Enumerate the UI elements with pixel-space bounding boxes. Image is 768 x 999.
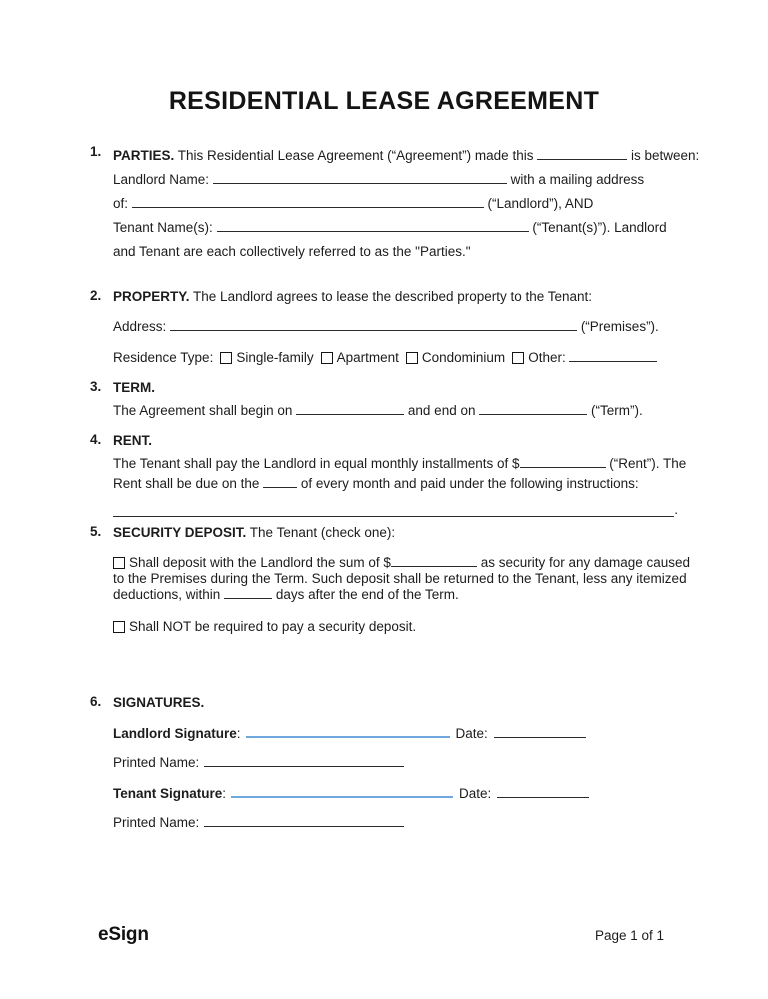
rent-due-text: Rent shall be due on the — [113, 476, 260, 491]
landlord-name-field[interactable] — [213, 172, 507, 184]
rent-amount-field[interactable] — [520, 456, 606, 468]
checkbox-single-family[interactable] — [220, 352, 232, 364]
deposit-amount-field[interactable] — [391, 555, 477, 567]
tenant-defined-tail: (“Tenant(s)”). Landlord — [532, 220, 667, 235]
tenant-name-field[interactable] — [217, 220, 529, 232]
deposit-intro-text: The Tenant (check one): — [249, 525, 396, 540]
term-begin-text: The Agreement shall begin on — [113, 403, 293, 418]
residence-option-label: Apartment — [336, 350, 399, 365]
section-number: 1. — [90, 144, 102, 159]
document-title: RESIDENTIAL LEASE AGREEMENT — [168, 87, 600, 115]
address-label: Address: — [113, 319, 167, 334]
tenant-name-label: Tenant Name(s): — [113, 220, 213, 235]
checkbox-deposit-required[interactable] — [113, 557, 125, 569]
section-number: 3. — [90, 379, 102, 394]
landlord-printed-name-field[interactable] — [204, 755, 404, 767]
tenant-signature-label: Tenant Signature — [113, 786, 223, 801]
landlord-signature-date-field[interactable] — [494, 726, 586, 738]
premises-address-field[interactable] — [170, 319, 577, 331]
parties-intro-tail: is between: — [630, 148, 700, 163]
rent-amount-text: The Tenant shall pay the Landlord in equal monthly installments of $ — [113, 456, 520, 471]
tenant-signature-date-field[interactable] — [497, 786, 589, 798]
deposit-option1-text: as security for any damage caused — [480, 555, 691, 570]
term-end-date-field[interactable] — [479, 403, 587, 415]
other-residence-field[interactable] — [569, 350, 657, 362]
section-heading-rent: RENT. — [113, 433, 153, 448]
landlord-name-tail: with a mailing address — [510, 172, 645, 187]
premises-defined-tail: (“Premises”). — [580, 319, 659, 334]
residence-option-label: Single-family — [236, 350, 314, 365]
printed-name-label: Printed Name: — [113, 755, 200, 770]
landlord-signature-label: Landlord Signature — [113, 726, 237, 741]
term-start-date-field[interactable] — [296, 403, 404, 415]
section-heading-property: PROPERTY. — [113, 289, 190, 304]
landlord-signature-field[interactable] — [246, 725, 450, 738]
tenant-signature-field[interactable] — [231, 785, 453, 798]
deposit-option1-text: Shall deposit with the Landlord the sum of $ — [129, 555, 391, 570]
payment-instructions-field[interactable] — [113, 505, 674, 517]
landlord-address-field[interactable] — [132, 196, 484, 208]
checkbox-condominium[interactable] — [406, 352, 418, 364]
esign-logo: eSign — [98, 924, 149, 945]
page-footer — [98, 924, 664, 946]
section-heading-signatures: SIGNATURES. — [113, 695, 205, 710]
section-number: 4. — [90, 432, 102, 447]
checkbox-apartment[interactable] — [321, 352, 333, 364]
checkbox-no-deposit[interactable] — [113, 621, 125, 633]
deposit-option1-text: to the Premises during the Term. Such deposit shall be returned to the Tenant, less any itemized — [113, 571, 687, 586]
section-number: 6. — [90, 694, 102, 709]
parties-closing-text: and Tenant are each collectively referred to as the "Parties." — [113, 244, 471, 259]
section-number: 2. — [90, 288, 102, 303]
section-term — [90, 379, 678, 419]
deposit-option1-text: days after the end of the Term. — [275, 587, 459, 602]
residence-option-label: Condominium — [421, 350, 506, 365]
section-property — [90, 288, 678, 366]
residence-option-label: Other: — [528, 350, 566, 365]
section-heading-term: TERM. — [113, 380, 155, 395]
term-end-text: and end on — [407, 403, 476, 418]
deposit-option1-text: deductions, within — [113, 587, 221, 602]
residence-type-label: Residence Type: — [113, 350, 214, 365]
mailing-address-label: of: — [113, 196, 129, 211]
label-colon: : — [236, 726, 241, 741]
term-defined-tail: (“Term”). — [591, 403, 643, 418]
section-parties — [90, 144, 700, 264]
deposit-option-not-required — [113, 619, 678, 635]
date-label: Date: — [459, 786, 492, 801]
date-label: Date: — [455, 726, 488, 741]
property-intro-text: The Landlord agrees to lease the described property to the Tenant: — [193, 289, 593, 304]
parties-intro-text: This Residential Lease Agreement (“Agreement”) made this — [177, 148, 534, 163]
checkbox-other[interactable] — [512, 352, 524, 364]
label-colon: : — [222, 786, 227, 801]
rent-due-day-field[interactable] — [263, 476, 297, 488]
agreement-date-field[interactable] — [537, 148, 627, 160]
section-number: 5. — [90, 524, 102, 539]
section-security-deposit — [90, 524, 691, 635]
tenant-printed-name-field[interactable] — [204, 815, 404, 827]
section-signatures — [90, 694, 678, 831]
instructions-period: . — [674, 502, 678, 517]
deposit-return-days-field[interactable] — [224, 587, 272, 599]
deposit-option-required — [113, 555, 691, 603]
landlord-name-label: Landlord Name: — [113, 172, 210, 187]
printed-name-label: Printed Name: — [113, 815, 200, 830]
rent-defined-tail: (“Rent”). The — [609, 456, 687, 471]
deposit-option2-text: Shall NOT be required to pay a security deposit. — [129, 619, 417, 634]
page-indicator: Page 1 of 1 — [594, 928, 664, 943]
section-rent — [90, 432, 687, 517]
rent-instructions-text: of every month and paid under the following instructions: — [300, 476, 639, 491]
section-heading-security-deposit: SECURITY DEPOSIT. — [113, 525, 247, 540]
section-heading-parties: PARTIES. — [113, 148, 175, 163]
landlord-defined-tail: (“Landlord”), AND — [487, 196, 594, 211]
